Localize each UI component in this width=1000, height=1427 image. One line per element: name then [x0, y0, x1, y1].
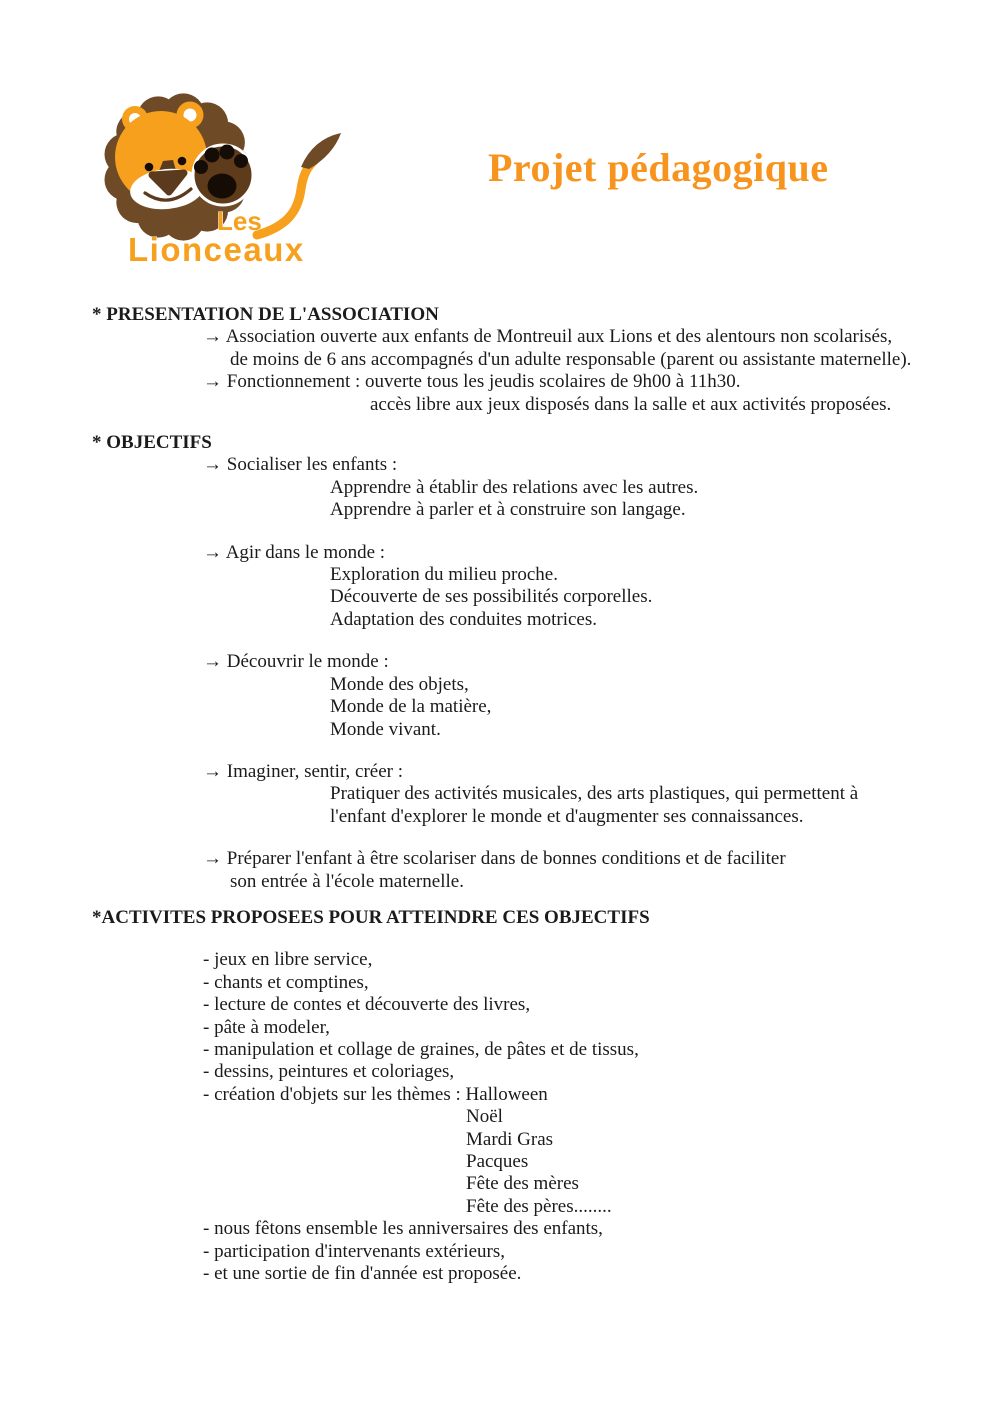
text-line: → Découvrir le monde :	[203, 651, 389, 673]
text-line: → Association ouverte aux enfants de Montreuil aux Lions et des alentours non scolarisés,	[203, 326, 893, 348]
section-heading-objectifs: * OBJECTIFS	[92, 432, 212, 454]
list-item: - chants et comptines,	[203, 971, 369, 993]
list-item: - création d'objets sur les thèmes : Halloween	[203, 1083, 548, 1105]
text-line: Monde de la matière,	[330, 696, 492, 718]
text-line: son entrée à l'école maternelle.	[230, 870, 464, 892]
theme-item: Pacques	[466, 1151, 529, 1172]
page-title: Projet pédagogique	[488, 145, 829, 190]
lion-tail-tuft	[301, 133, 341, 169]
logo-text-les: Les	[217, 206, 262, 236]
section-heading-presentation: * PRESENTATION DE L'ASSOCIATION	[92, 304, 439, 325]
text-line: Apprendre à parler et à construire son langage.	[330, 499, 686, 521]
section-heading-activites: *ACTIVITES PROPOSEES POUR ATTEINDRE CES OBJECTIFS	[92, 906, 650, 928]
objective-group	[92, 454, 982, 521]
text-line: → Imaginer, sentir, créer :	[203, 760, 404, 782]
activities-list	[92, 949, 982, 1285]
lion-tail	[257, 160, 315, 235]
theme-item: Fête des mères	[466, 1173, 579, 1195]
list-item: - et une sortie de fin d'année est proposée.	[203, 1263, 522, 1285]
text-line: → Agir dans le monde :	[203, 541, 386, 563]
text-line: de moins de 6 ans accompagnés d'un adulte responsable (parent ou assistante maternelle).	[230, 348, 912, 370]
list-item: - dessins, peintures et coloriages,	[203, 1061, 455, 1083]
theme-item: Fête des pères........	[466, 1195, 612, 1217]
text-line: Apprendre à établir des relations avec les autres.	[330, 476, 699, 498]
list-item: - manipulation et collage de graines, de pâtes et de tissus,	[203, 1038, 639, 1060]
objective-group	[92, 542, 982, 632]
text-line: accès libre aux jeux disposés dans la salle et aux activités proposées.	[370, 393, 892, 415]
text-line: Exploration du milieu proche.	[330, 564, 558, 586]
text-line: Découverte de ses possibilités corporelles.	[330, 586, 653, 608]
theme-item: Mardi Gras	[466, 1128, 554, 1150]
text-line: Adaptation des conduites motrices.	[330, 608, 597, 630]
list-item: - pâte à modeler,	[203, 1016, 330, 1038]
list-item: - participation d'intervenants extérieurs,	[203, 1240, 506, 1262]
text-line: → Socialiser les enfants :	[203, 454, 398, 476]
lion-logo-graphic	[95, 93, 345, 275]
text-line: → Fonctionnement : ouverte tous les jeudis scolaires de 9h00 à 11h30.	[203, 371, 741, 393]
text-line: l'enfant d'explorer le monde et d'augmenter ses connaissances.	[330, 805, 804, 827]
objective-group	[92, 848, 982, 893]
text-line: Monde des objets,	[330, 673, 469, 695]
list-item: - jeux en libre service,	[203, 949, 373, 971]
objective-group	[92, 761, 982, 828]
list-item: - lecture de contes et découverte des livres,	[203, 994, 531, 1016]
lion-eye-right	[178, 157, 187, 166]
logo-text-lionceaux: Lionceaux	[128, 231, 305, 268]
objective-group	[92, 651, 982, 741]
list-item: - nous fêtons ensemble les anniversaires des enfants,	[203, 1218, 603, 1240]
paw-icon	[193, 145, 253, 206]
document-body	[92, 304, 982, 1285]
text-line: Pratiquer des activités musicales, des arts plastiques, qui permettent à	[330, 783, 859, 805]
text-line: Monde vivant.	[330, 718, 441, 740]
les-lionceaux-logo	[95, 93, 345, 275]
text-line: → Préparer l'enfant à être scolariser dans de bonnes conditions et de faciliter	[203, 848, 786, 870]
theme-item: Noël	[466, 1106, 503, 1128]
lion-eye-left	[145, 163, 154, 172]
